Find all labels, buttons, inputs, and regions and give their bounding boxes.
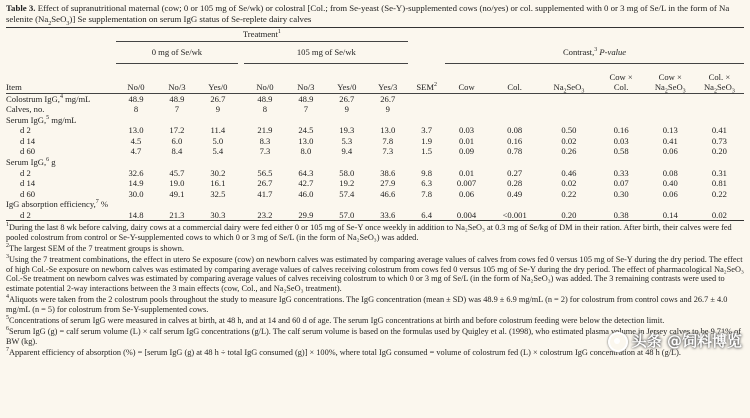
col-header: No/0	[127, 82, 145, 93]
table-cell	[408, 199, 445, 210]
contrast-cow-col-header: Cow × Col.	[609, 72, 633, 93]
table-cell	[646, 114, 695, 125]
table-cell: 19.3	[339, 125, 355, 136]
table-cell	[244, 157, 285, 168]
table-cell	[488, 199, 541, 210]
footnote: $^5$Concentrations of serum IgG were measured in calves at birth, at 48 h, and at 14 and 60 d of age. The serum IgG concentrations at birth and before colostrum feeding were below the detection limit.	[6, 315, 665, 326]
data-table	[6, 28, 744, 221]
group-0-header: 0 mg of Se/wk	[116, 41, 239, 63]
table-cell	[597, 104, 646, 115]
table-cell	[285, 199, 326, 210]
table-cell	[597, 114, 646, 125]
table-cell: 0.02	[561, 178, 577, 189]
table-cell	[541, 93, 596, 104]
table-cell: 0.03	[459, 125, 475, 136]
table-cell: 41.7	[257, 188, 273, 199]
table-cell	[408, 93, 445, 104]
table-cell	[197, 157, 238, 168]
table-cell: 7.3	[259, 146, 271, 157]
table-cell: 0.30	[613, 188, 629, 199]
table-cell	[597, 157, 646, 168]
table-cell: 11.4	[210, 125, 226, 136]
row-label: Serum IgG,$^5$ mg/mL	[6, 114, 77, 125]
table-cell	[695, 157, 744, 168]
table-cell: 30.2	[210, 167, 226, 178]
table-cell	[197, 114, 238, 125]
table-cell	[285, 157, 326, 168]
footnote: $^3$Using the 7 treatment combinations, the effect in utero Se exposure (cow) on newborn calves was estimated by comparing average values of calves from cows fed 0 versus 105 mg of Se-Y during the dry period. The effect of high Col.-Se exposure on newborn calves was estimated by comparing average values of calves receiving colostrum from cows fed 0 versus 105 mg of Se-Y during the dry period. The effect of pharmacological Na₂SeO₃ Col.-Se treatment on newborn calves was estimated by comparing average values of calves receiving colostrum to which 0 or 3 mg of Se/L (in the form of Na₂SeO₃) was added. The 3 remaining contrasts were used to estimate potential 2-way interactions between the 3 main effects (cow, Col., and Na₂SeO₃ treatment).	[6, 254, 744, 294]
table-cell	[244, 114, 285, 125]
table-cell: 4.7	[130, 146, 142, 157]
table-cell: 0.007	[456, 178, 477, 189]
table-cell	[197, 199, 238, 210]
contrast-na-header: $Na_2SeO_3$	[553, 82, 585, 96]
contrast-cow-na-header: Cow × $Na_2SeO_3$	[654, 72, 686, 96]
sem-header: SEM$^2$	[416, 82, 437, 93]
table-cell	[367, 157, 408, 168]
table-cell	[156, 199, 197, 210]
table-cell	[597, 93, 646, 104]
table-cell: 4.5	[130, 135, 142, 146]
table-cell: 29.9	[298, 209, 314, 220]
table-cell: 0.22	[711, 188, 727, 199]
table-cell	[541, 199, 596, 210]
table-row	[6, 210, 744, 221]
table-cell: 46.6	[380, 188, 396, 199]
table-cell	[367, 199, 408, 210]
table-cell	[695, 93, 744, 104]
footnote: $^6$Serum IgG (g) = calf serum volume (L) × calf serum IgG concentrations (g/L). The calf serum volume is based on the formulas used by Quigley et al. (1998), who estimated plasma volume in Jersey calves to be 9.71% of BW (kg).	[6, 326, 741, 347]
table-cell: 0.01	[459, 167, 475, 178]
table-cell: 8.4	[171, 146, 183, 157]
table-cell: 32.5	[210, 188, 226, 199]
table-cell: 0.33	[613, 167, 629, 178]
table-cell: 0.16	[507, 135, 523, 146]
table-cell: 42.7	[298, 178, 314, 189]
table-row	[6, 125, 744, 136]
table-cell: 0.06	[459, 188, 475, 199]
table-cell: 19.2	[339, 178, 355, 189]
table-caption: Table 3. Effect of supranutritional maternal (cow; 0 or 105 mg of Se/wk) or colostral [Col.; from Se-yeast (Se-Y)-supplemented cows (no/yes) or col. supplemented with 0 or 3 mg of Se/L in the form of Na selenite $(Na_2SeO_3)$] Se supplementation on serum IgG status of Se-replete dairy calves	[6, 3, 730, 27]
table-cell: 6.3	[421, 178, 433, 189]
table-row	[6, 188, 744, 199]
table-cell: 9	[215, 103, 220, 114]
table-cell: 0.46	[561, 167, 577, 178]
row-label: d 2	[20, 125, 31, 136]
row-label: d 60	[20, 146, 36, 157]
table-row	[6, 146, 744, 157]
table-cell: 0.38	[613, 209, 629, 220]
table-cell	[367, 114, 408, 125]
table-cell: 0.50	[561, 125, 577, 136]
table-cell: 0.004	[456, 209, 477, 220]
contrast-col-na-header: Col. × $Na_2SeO_3$	[703, 72, 735, 96]
caption-text: Effect of supranutritional maternal (cow; 0 or 105 mg of Se/wk) or colostral [Col.; from Se-yeast (Se-Y)-supplemented cows (no/yes) or col. supplemented with 0 or 3 mg of Se/L in the form of Na selenite (Na	[6, 3, 730, 24]
table-cell: 13.0	[298, 135, 314, 146]
col-header: Yes/3	[378, 82, 398, 93]
table-cell: 45.7	[169, 167, 185, 178]
table-cell: 0.20	[711, 146, 727, 157]
table-cell: 64.3	[298, 167, 314, 178]
table-cell: 9	[385, 103, 390, 114]
row-label: Colostrum IgG,$^4$ mg/mL	[6, 93, 91, 104]
group-105-header: 105 mg of Se/wk	[244, 41, 408, 63]
table-cell: 5.3	[341, 135, 353, 146]
col-header: No/3	[297, 82, 315, 93]
table-cell: 0.07	[613, 178, 629, 189]
table-cell: 14.8	[128, 209, 144, 220]
table-cell	[646, 157, 695, 168]
table-cell	[285, 114, 326, 125]
table-row	[6, 178, 744, 189]
table-cell: 0.81	[711, 178, 727, 189]
table-row	[6, 136, 744, 147]
table-cell: 0.03	[613, 135, 629, 146]
table-cell	[326, 114, 367, 125]
table-cell: 13.0	[380, 125, 396, 136]
table-cell	[488, 104, 541, 115]
table-cell: 17.2	[169, 125, 185, 136]
table-cell: 26.7	[210, 93, 226, 104]
table-cell	[646, 199, 695, 210]
table-cell: 26.7	[257, 178, 273, 189]
table-cell: 24.5	[298, 125, 314, 136]
table-cell: 3.7	[421, 125, 433, 136]
table-cell: 26.7	[339, 93, 355, 104]
table-cell: 5.0	[212, 135, 224, 146]
table-cell	[445, 93, 488, 104]
table-cell	[156, 114, 197, 125]
table-cell: 0.09	[459, 146, 475, 157]
footnote: $^4$Aliquots were taken from the 2 colostrum pools throughout the study to measure IgG concentrations. The IgG concentration (mean ± SD) was 48.9 ± 6.9 mg/mL (n = 2) for colostrum from control cows and 26.7 ± 4.0 mg/mL (n = 5) for colostrum from Se-Y-supplemented cows.	[6, 294, 728, 314]
table-row	[6, 104, 744, 115]
table-cell	[326, 157, 367, 168]
table-cell: 1.5	[421, 146, 433, 157]
table-cell: 8	[262, 103, 268, 114]
table-cell: 30.0	[128, 188, 144, 199]
table-cell	[116, 114, 157, 125]
table-cell: 48.9	[257, 93, 273, 104]
footnote: $^2$The largest SEM of the 7 treatment groups is shown.	[6, 242, 184, 253]
table-cell: 27.9	[380, 178, 396, 189]
table-cell	[597, 199, 646, 210]
table-cell	[116, 199, 157, 210]
table-cell: 0.02	[711, 209, 727, 220]
row-label: d 14	[20, 135, 36, 146]
table-cell: 57.0	[339, 209, 355, 220]
table-cell: 0.06	[662, 188, 678, 199]
row-label: d 2	[20, 209, 31, 220]
table-cell	[541, 114, 596, 125]
table-cell: 7	[174, 103, 180, 114]
table-cell	[646, 93, 695, 104]
table-cell: 0.06	[662, 146, 678, 157]
table-cell: 26.7	[380, 93, 396, 104]
table-cell: 56.5	[257, 167, 273, 178]
footnote: $^1$During the last 8 wk before calving, dairy cows at a commercial dairy were fed either 0 or 105 mg of Se-Y once weekly in addition to Na₂SeO₃ at 0.3 mg of Se/kg of DM in their ration. After birth, their calves were fed pooled colostrum from control or Se-Y-supplemented cows to which 0 or 3 mg of Se/L (in the form of Na₂SeO₃) was added.	[6, 222, 732, 242]
table-cell: 0.40	[662, 178, 678, 189]
table-cell: 8	[133, 103, 139, 114]
col-header: No/0	[256, 82, 274, 93]
table-cell: 16.1	[210, 178, 226, 189]
table-cell: 1.9	[421, 135, 433, 146]
watermark-text: 头条 @饲料博览	[631, 332, 742, 351]
table-cell: 6.4	[421, 209, 433, 220]
table-row	[6, 199, 744, 210]
row-label: d 60	[20, 188, 36, 199]
table-cell: 9.4	[341, 146, 353, 157]
table-cell: 7.8	[421, 188, 433, 199]
table-cell: 13.0	[128, 125, 144, 136]
table-cell	[408, 157, 445, 168]
table-cell: 9.8	[421, 167, 433, 178]
table-cell: 8.3	[259, 135, 271, 146]
table-row	[6, 114, 744, 125]
table-cell: 7.8	[382, 135, 394, 146]
row-label: IgG absorption efficiency,$^7$ %	[6, 199, 109, 210]
row-label: d 14	[20, 178, 36, 189]
contrast-cow-header: Cow	[458, 82, 475, 93]
table-cell: 14.9	[128, 178, 144, 189]
table-cell: 48.9	[128, 93, 144, 104]
caption-text-2: SeO	[51, 13, 67, 24]
table-cell: 0.49	[507, 188, 523, 199]
row-label: Calves, no.	[6, 103, 45, 114]
table-cell: 0.08	[507, 125, 523, 136]
col-header: No/3	[168, 82, 186, 93]
watermark	[608, 332, 742, 352]
table-cell: 0.26	[561, 146, 577, 157]
table-cell: 0.16	[613, 125, 629, 136]
camera-lens-icon	[608, 332, 628, 352]
table-cell: 57.4	[339, 188, 355, 199]
table-cell: 0.41	[662, 135, 678, 146]
table-cell	[445, 114, 488, 125]
table-row	[6, 167, 744, 178]
table-body	[6, 93, 744, 220]
item-header: Item	[6, 82, 22, 93]
table-cell: 6.0	[171, 135, 183, 146]
table-cell	[695, 199, 744, 210]
table-cell	[244, 199, 285, 210]
table-cell: 7	[303, 103, 309, 114]
table-cell	[488, 93, 541, 104]
table-label: Table 3.	[6, 3, 36, 13]
table-cell: 49.1	[169, 188, 185, 199]
table-cell: 38.6	[380, 167, 396, 178]
table-cell: 48.9	[298, 93, 314, 104]
table-cell: 0.31	[711, 167, 727, 178]
caption-text-3: )] Se supplementation on serum IgG status of Se-replete dairy calves	[69, 13, 312, 24]
table-cell	[445, 104, 488, 115]
table-cell	[156, 157, 197, 168]
table-cell: 0.22	[561, 188, 577, 199]
table-cell: 0.20	[561, 209, 577, 220]
table-cell: 8.0	[300, 146, 312, 157]
table-cell	[116, 157, 157, 168]
table-cell: 0.78	[507, 146, 523, 157]
table-cell: 9	[344, 103, 349, 114]
table-cell	[445, 199, 488, 210]
table-cell: 0.02	[561, 135, 577, 146]
table-cell	[488, 114, 541, 125]
contrast-header: Contrast,$^3$ P-value	[445, 41, 744, 63]
table-cell: 0.58	[613, 146, 629, 157]
table-cell	[445, 157, 488, 168]
table-cell: 0.13	[662, 125, 678, 136]
table-cell	[408, 104, 445, 115]
table-cell: 30.3	[210, 209, 226, 220]
table-cell	[408, 114, 445, 125]
table-cell: 7.3	[382, 146, 394, 157]
table-cell: 46.0	[298, 188, 314, 199]
table-cell	[695, 114, 744, 125]
table-cell: 5.4	[212, 146, 224, 157]
table-cell: 0.28	[507, 178, 523, 189]
row-label: d 2	[20, 167, 31, 178]
contrast-col-header: Col.	[507, 82, 522, 93]
table-cell: 19.0	[169, 178, 185, 189]
table-cell	[488, 157, 541, 168]
table-cell: 0.27	[507, 167, 523, 178]
table-cell: 48.9	[169, 93, 185, 104]
table-cell: 0.14	[662, 209, 678, 220]
table-cell	[541, 104, 596, 115]
col-header: Yes/0	[208, 82, 228, 93]
table-cell: 0.73	[711, 135, 727, 146]
table-cell	[541, 157, 596, 168]
table-cell: 33.6	[380, 209, 396, 220]
table-cell: 23.2	[257, 209, 273, 220]
table-cell: 0.41	[711, 125, 727, 136]
table-cell	[326, 199, 367, 210]
table-cell: <0.001	[502, 209, 527, 220]
table-cell: 58.0	[339, 167, 355, 178]
table-cell: 0.08	[662, 167, 678, 178]
treatment-header: Treatment$^1$	[116, 28, 409, 41]
footnote: $^7$Apparent efficiency of absorption (%) = [serum IgG (g) at 48 h ÷ total IgG consumed (g)] × 100%, where total IgG consumed = volume of colostrum fed (L) × colostrum IgG concentration at 48 h (g/L).	[6, 347, 681, 358]
table-cell	[646, 104, 695, 115]
table-cell: 32.6	[128, 167, 144, 178]
table-cell: 0.01	[459, 135, 475, 146]
row-label: Serum IgG,$^6$ g	[6, 156, 56, 167]
table-cell: 21.3	[169, 209, 185, 220]
table-cell: 21.9	[257, 125, 273, 136]
table-row	[6, 157, 744, 168]
col-header: Yes/0	[337, 82, 357, 93]
table-row	[6, 93, 744, 104]
table-cell	[695, 104, 744, 115]
